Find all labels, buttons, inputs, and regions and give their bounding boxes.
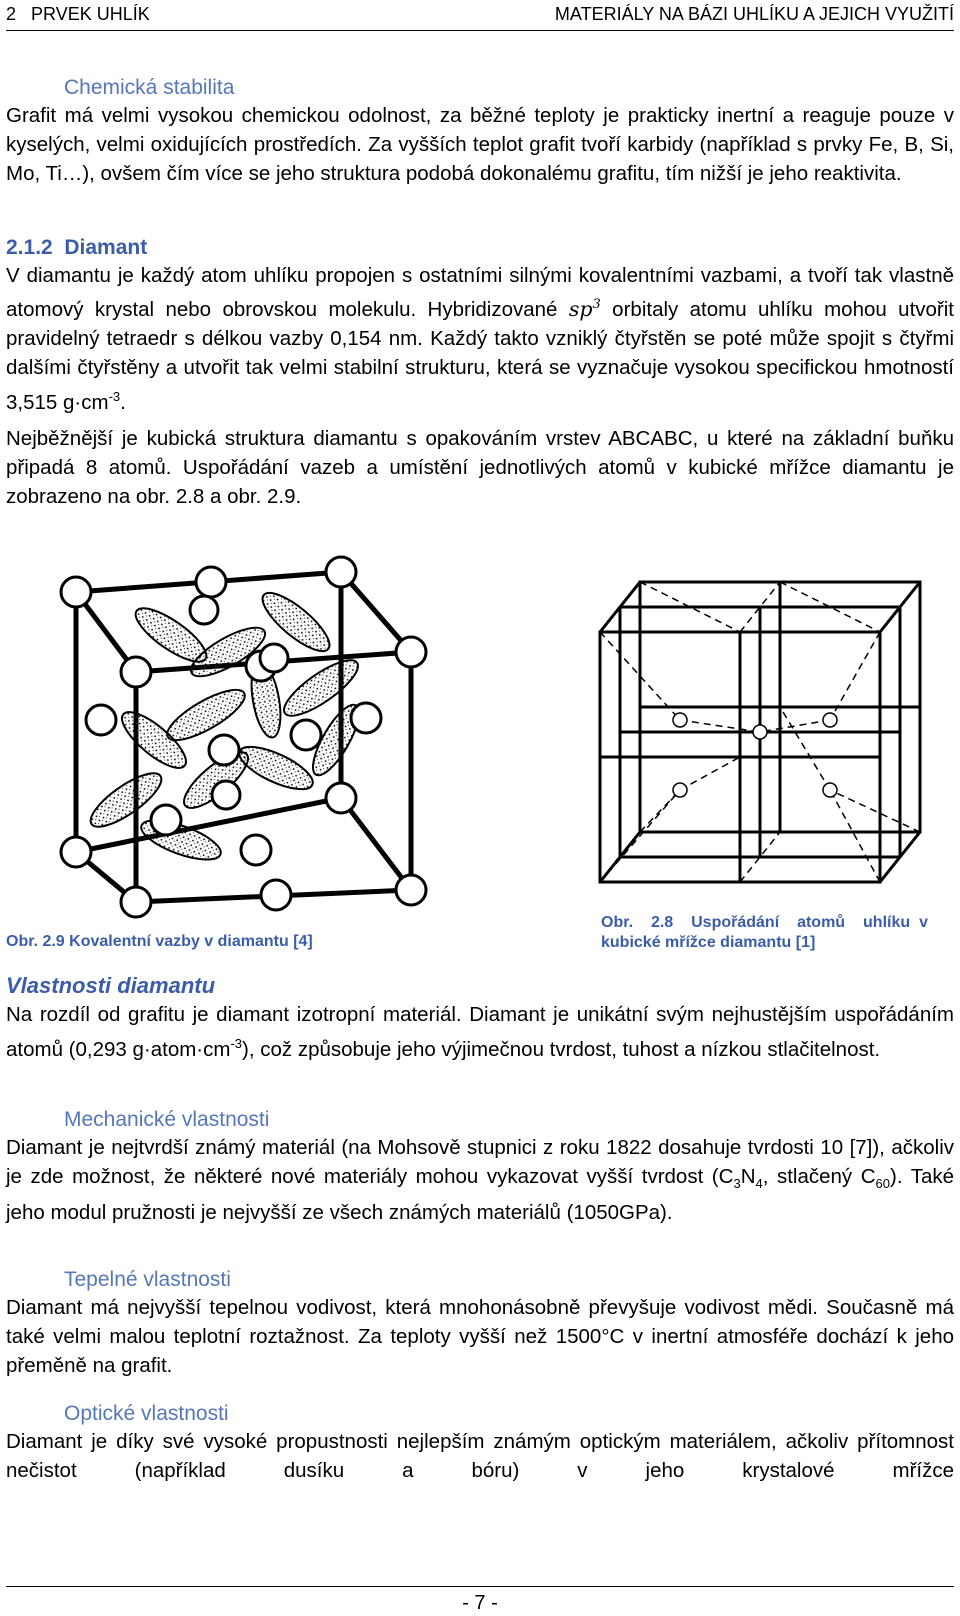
page-number: - 7 - [462,1592,498,1614]
paragraph-chemical-stability: Grafit má velmi vysokou chemickou odolnost, za běžné teploty je prakticky inertní a reaguje pouze v kyselých, velmi oxidujících prostředích. Za vyšších teplot grafit tvoří karbidy (například s prvky Fe, B, Si, Mo, Ti…), ovšem čím více se jeho struktura podobá dokonalému grafitu, tím nižší je jeho reaktivita. [6,104,954,185]
section-vlastnosti [6,973,954,1064]
footer-rule [6,1586,954,1587]
caption-figure-2-9: Obr. 2.9 Kovalentní vazby v diamantu [4] [6,933,313,950]
paragraph-vlastnosti: Na rozdíl od grafitu je diamant izotropní materiál. Diamant je unikátní svým nejhustějším uspořádáním atomů (0,293 $g\cdot atom\cdot cm^{-3}$), což způsobuje jeho výjimečnou tvrdost, tuhost a nízkou stlačitelnost. [6,1003,954,1061]
figure-cubic-lattice [590,560,940,905]
heading-vlastnosti-diamantu: Vlastnosti diamantu [6,973,216,998]
section-heading-diamant: 2.1.2 Diamant [6,236,148,259]
paragraph-diamant-cubic: Nejběžnější je kubická struktura diamantu s opakováním vrstev ABCABC, u které na základní buňku připadá 8 atomů. Uspořádání vazeb a umístění jednotlivých atomů v kubické mřížce diamantu je zobrazeno na obr. 2.8 a obr. 2.9. [6,426,954,508]
section-diamant [6,236,954,511]
caption-figure-2-8: Obr. 2.8 Uspořádání atomů uhlíku v kubické mřížce diamantu [1] [601,914,933,951]
subheading-optical: Optické vlastnosti [64,1402,229,1425]
header-title: MATERIÁLY NA BÁZI UHLÍKU A JEJICH VYUŽITÍ [554,4,954,24]
paragraph-diamant-structure: V diamantu je každý atom uhlíku propojen s ostatními silnými kovalentními vazbami, a tvoří tak vlastně atomový krystal nebo obrovskou molekulu. Hybridizované $sp^3$ orbitaly atomu uhlíku mohou utvořit pravidelný tetraedr s délkou vazby 0,154 nm. Každý takto vzniklý čtyřstěn se poté může spojit s čtyřmi dalšími čtyřstěny a utvořit tak velmi stabilní strukturu, která se vyznačuje vysokou specifickou hmotností 3,515 $g\cdot cm^{-3}$. [6,264,955,414]
figure-covalent-bonds [6,540,456,920]
subheading-thermal: Tepelné vlastnosti [64,1268,231,1291]
subheading-mechanical: Mechanické vlastnosti [64,1108,270,1131]
header-chapter: 2 PRVEK UHLÍK [6,4,150,24]
subheading-chemical-stability: Chemická stabilita [64,76,235,99]
paragraph-mechanical: Diamant je nejtvrdší známý materiál (na Mohsově stupnici z roku 1822 dosahuje tvrdosti 10 [7]), ačkoliv je zde možnost, že některé nové materiály mohou vykazovat vyšší tvrdost ($C_3N_4$, stlačený $C_{60}$). Také jeho modul pružnosti je nejvyšší ze všech známých materiálů (1050GPa). [6,1136,954,1225]
section-mechanical [6,1108,954,1227]
section-chemical-stability [6,76,954,188]
paragraph-optical: Diamant je díky své vysoké propustnosti nejlepším známým optickým materiálem, ačkoliv přítomnost nečistot (například dusíku a bóru) v jeho krystalové mřížce [6,1430,954,1482]
section-thermal [6,1268,954,1380]
section-optical [6,1402,954,1485]
sp3-symbol: sp [568,296,593,321]
paragraph-thermal: Diamant má nejvyšší tepelnou vodivost, která mnohonásobně převyšuje vodivost mědi. Současně má také velmi malou teplotní roztažnost. Za teploty vyšší než 1500°C v inertní atmosféře dochází k jeho přeměně na grafit. [6,1296,954,1377]
page-header [6,0,954,31]
